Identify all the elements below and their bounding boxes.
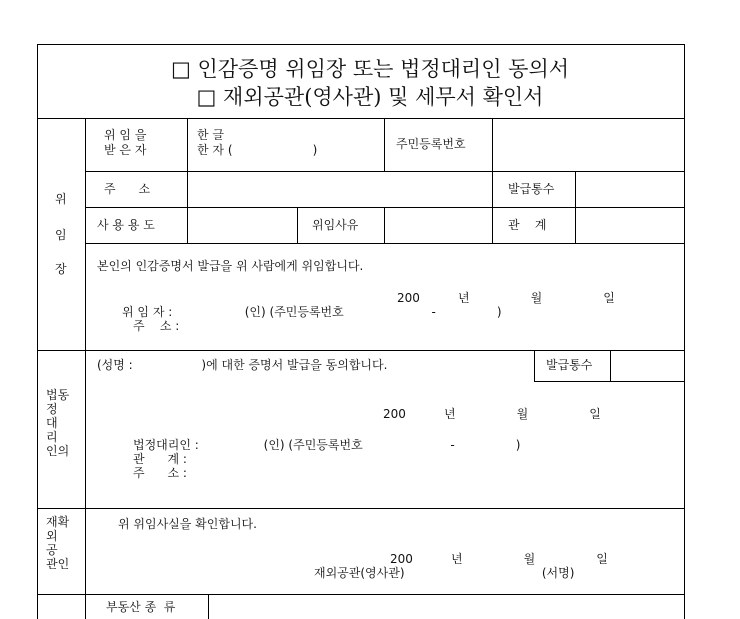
legal-copies-field[interactable]	[611, 351, 684, 381]
delegation-statement: 본인의 인감증명서 발급을 위 사람에게 위임합니다.	[97, 259, 364, 273]
embassy-office-line: 재외공관(영사관) (서명)	[314, 566, 575, 580]
rrn-label: 주민등록번호	[396, 137, 466, 151]
relation-label: 관 계	[508, 218, 547, 232]
form-title-line1: □ 인감증명 위임장 또는 법정대리인 동의서	[170, 57, 570, 81]
reason-label: 위임사유	[312, 218, 359, 232]
realestate-type-field[interactable]	[209, 595, 684, 619]
delegation-date: 200 년 월 일	[397, 291, 615, 305]
side-label-wi: 위	[55, 192, 67, 206]
side-label-embassy-confirm: 재확 외 공 관인	[46, 515, 70, 571]
address-label: 주 소	[104, 182, 151, 196]
delegator-address-line: 주 소 :	[133, 319, 180, 333]
embassy-date: 200 년 월 일	[390, 552, 608, 566]
embassy-statement: 위 위임사실을 확인합니다.	[118, 517, 257, 531]
side-label-im: 임	[55, 228, 67, 242]
purpose-field[interactable]	[188, 208, 297, 243]
legal-date: 200 년 월 일	[383, 407, 601, 421]
reason-field[interactable]	[385, 208, 492, 243]
issue-copies-label: 발급통수	[508, 182, 555, 196]
address-field[interactable]	[188, 172, 492, 207]
realestate-type-label: 부동산 종 류	[106, 600, 176, 614]
legal-rep-signature-line: 법정대리인 : (인) (주민등록번호 - )	[133, 438, 521, 452]
rrn-field[interactable]	[493, 119, 684, 171]
side-label-legal-consent: 법동 정 대 리 인의	[46, 388, 70, 458]
side-label-jang: 장	[55, 262, 67, 276]
issue-copies-field[interactable]	[576, 172, 684, 207]
recipient-label: 위 임 을 받 은 자	[104, 128, 147, 157]
legal-consent-statement: (성명 : )에 대한 증명서 발급을 동의합니다.	[97, 358, 388, 372]
legal-relation-line: 관 계 :	[133, 452, 187, 466]
name-field-label: 한 글 한 자 ( )	[197, 128, 318, 157]
purpose-label: 사 용 용 도	[97, 218, 155, 232]
legal-copies-label: 발급통수	[546, 358, 593, 372]
delegator-signature-line: 위 임 자 : (인) (주민등록번호 - )	[122, 305, 502, 319]
relation-field[interactable]	[576, 208, 684, 243]
form-title-line2: □ 재외공관(영사관) 및 세무서 확인서	[196, 85, 544, 109]
legal-address-line: 주 소 :	[133, 466, 187, 480]
